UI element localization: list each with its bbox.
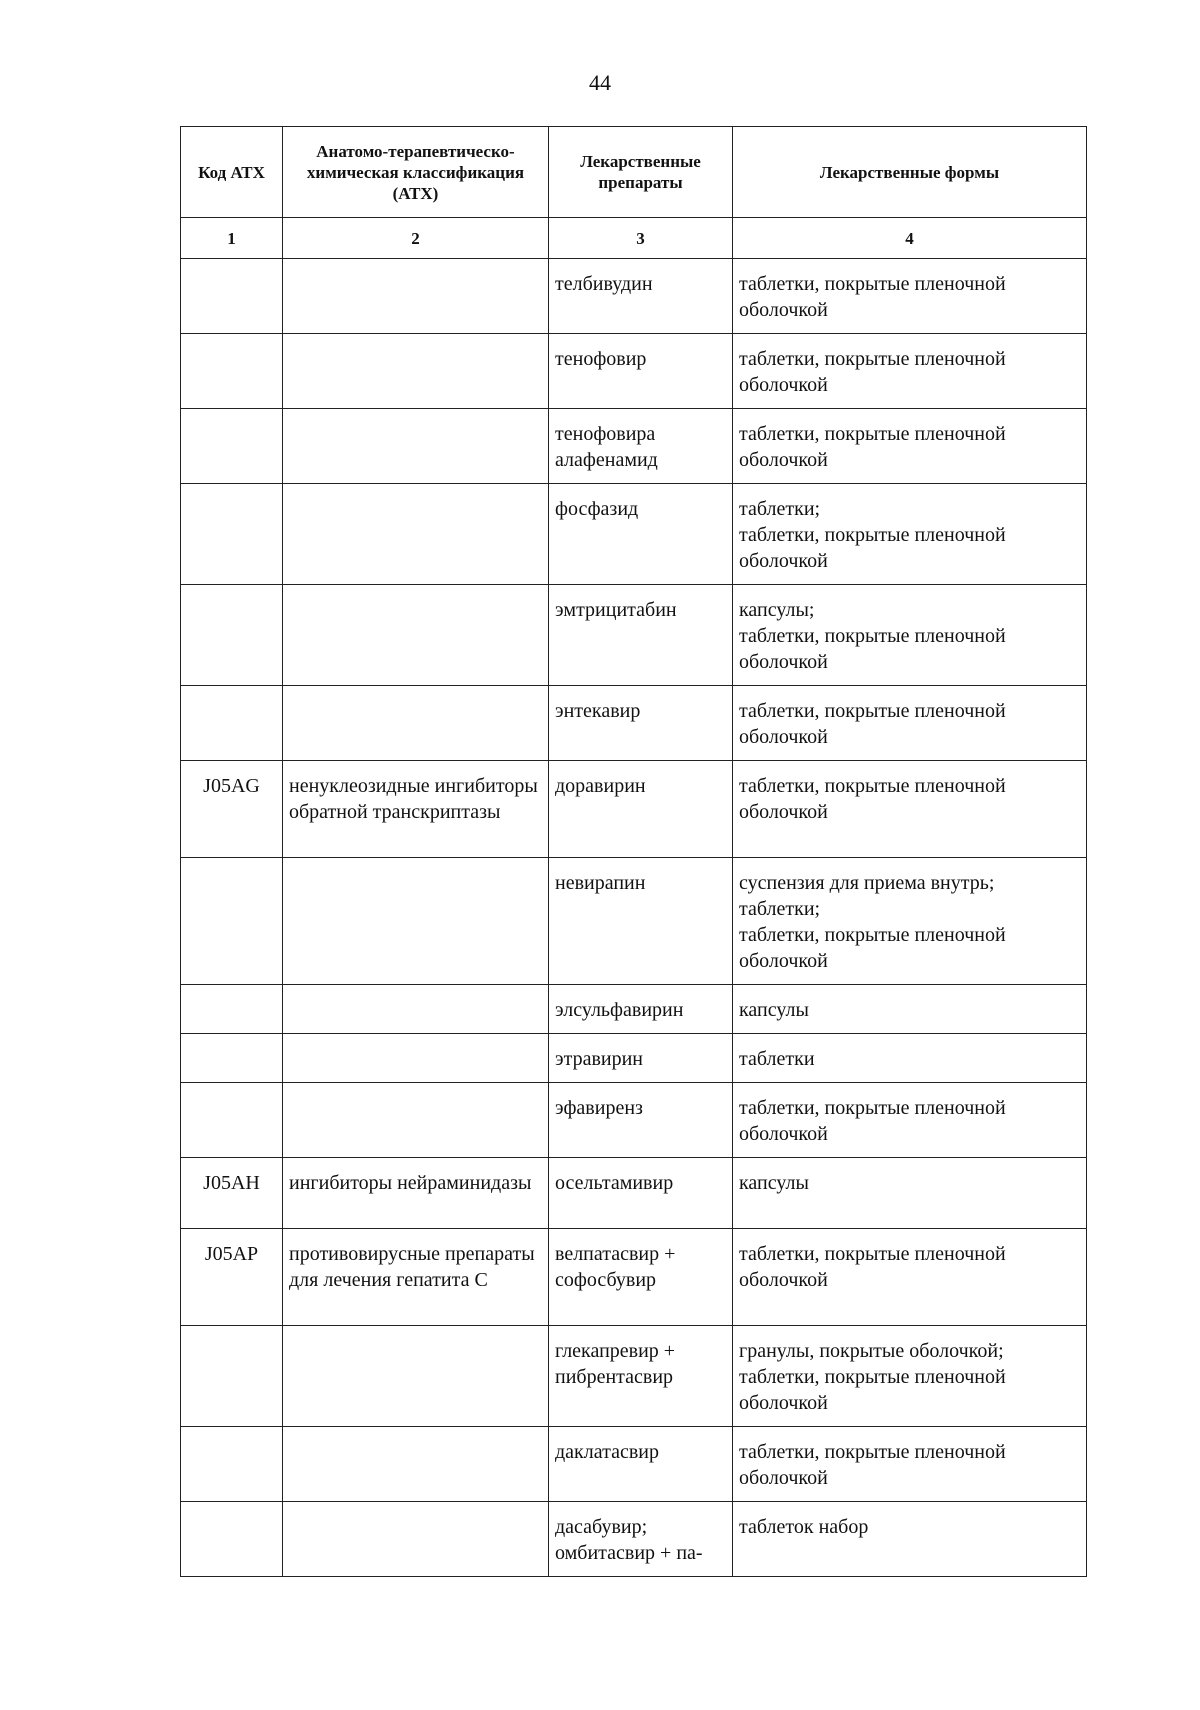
dosage-form: капсулы — [739, 1172, 809, 1194]
table-row — [181, 1083, 1087, 1158]
forms-cell — [733, 1158, 1087, 1229]
atc-code-cell — [181, 985, 283, 1034]
table-row — [181, 1229, 1087, 1326]
atc-class-cell — [283, 985, 549, 1034]
forms-cell — [733, 985, 1087, 1034]
atc-class-cell — [283, 1427, 549, 1502]
atc-drug-table — [180, 126, 1087, 1577]
table-row — [181, 585, 1087, 686]
atc-code-cell: J05AG — [181, 761, 283, 858]
forms-cell — [733, 1502, 1087, 1577]
drug-cell: невирапин — [549, 858, 733, 985]
forms-cell — [733, 334, 1087, 409]
table-row — [181, 1326, 1087, 1427]
atc-code-cell — [181, 1034, 283, 1083]
dosage-form: таблетки, покрытые пленочной оболочкой — [739, 423, 1006, 471]
forms-cell — [733, 1083, 1087, 1158]
drug-cell: фосфазид — [549, 484, 733, 585]
page-number: 44 — [589, 70, 611, 95]
atc-code-cell — [181, 585, 283, 686]
table-row — [181, 1034, 1087, 1083]
atc-class-cell — [283, 1326, 549, 1427]
table-row — [181, 334, 1087, 409]
forms-cell — [733, 1034, 1087, 1083]
atc-code-cell: J05AP — [181, 1229, 283, 1326]
drug-cell: велпатасвир + софосбувир — [549, 1229, 733, 1326]
atc-code-cell — [181, 1427, 283, 1502]
atc-class-cell: ненуклеозидные ингибиторы обратной транскриптазы — [283, 761, 549, 858]
forms-cell — [733, 1326, 1087, 1427]
dosage-form: таблетки, покрытые пленочной оболочкой — [739, 1366, 1006, 1414]
atc-code-cell — [181, 858, 283, 985]
table-row — [181, 409, 1087, 484]
dosage-form: капсулы; — [739, 599, 815, 621]
header-atc-classification: Анатомо-терапевтическо-химическая классификация (АТХ) — [283, 127, 549, 218]
atc-class-cell — [283, 686, 549, 761]
atc-code-cell — [181, 1083, 283, 1158]
drug-cell: осельтамивир — [549, 1158, 733, 1229]
atc-code-cell — [181, 259, 283, 334]
atc-class-cell — [283, 858, 549, 985]
column-number: 4 — [733, 218, 1087, 259]
atc-code-cell — [181, 409, 283, 484]
atc-class-cell — [283, 409, 549, 484]
forms-cell — [733, 409, 1087, 484]
forms-cell — [733, 761, 1087, 858]
drug-cell: эмтрицитабин — [549, 585, 733, 686]
table-row — [181, 1427, 1087, 1502]
atc-class-cell: противовирусные препараты для лечения гепатита С — [283, 1229, 549, 1326]
drug-cell: дасабувир; омбитасвир + па- — [549, 1502, 733, 1577]
header-dosage-forms: Лекарственные формы — [733, 127, 1087, 218]
dosage-form: таблетки; — [739, 898, 821, 920]
drug-cell: доравирин — [549, 761, 733, 858]
dosage-form: таблетки, покрытые пленочной оболочкой — [739, 348, 1006, 396]
dosage-form: таблетки, покрытые пленочной оболочкой — [739, 524, 1006, 572]
atc-code-cell — [181, 334, 283, 409]
column-number: 2 — [283, 218, 549, 259]
dosage-form: таблеток набор — [739, 1516, 869, 1538]
table-row — [181, 484, 1087, 585]
atc-class-cell — [283, 585, 549, 686]
dosage-form: таблетки, покрытые пленочной оболочкой — [739, 924, 1006, 972]
dosage-form: таблетки, покрытые пленочной оболочкой — [739, 1441, 1006, 1489]
atc-code-cell — [181, 1502, 283, 1577]
atc-class-cell — [283, 259, 549, 334]
dosage-form: таблетки, покрытые пленочной оболочкой — [739, 273, 1006, 321]
table-row — [181, 1158, 1087, 1229]
dosage-form: таблетки, покрытые пленочной оболочкой — [739, 1097, 1006, 1145]
forms-cell — [733, 585, 1087, 686]
forms-cell — [733, 484, 1087, 585]
dosage-form: таблетки, покрытые пленочной оболочкой — [739, 775, 1006, 823]
column-number: 1 — [181, 218, 283, 259]
dosage-form: гранулы, покрытые оболочкой; — [739, 1340, 1004, 1362]
header-atc-code: Код АТХ — [181, 127, 283, 218]
forms-cell — [733, 259, 1087, 334]
dosage-form: суспензия для приема внутрь; — [739, 872, 995, 894]
table-row — [181, 686, 1087, 761]
drug-cell: даклатасвир — [549, 1427, 733, 1502]
atc-class-cell — [283, 334, 549, 409]
dosage-form: таблетки; — [739, 498, 821, 520]
header-drugs: Лекарственные препараты — [549, 127, 733, 218]
forms-cell — [733, 1229, 1087, 1326]
atc-class-cell — [283, 484, 549, 585]
atc-code-cell — [181, 484, 283, 585]
table-row — [181, 259, 1087, 334]
forms-cell — [733, 858, 1087, 985]
drug-cell: тенофовир — [549, 334, 733, 409]
forms-cell — [733, 686, 1087, 761]
table-header-row — [181, 127, 1087, 218]
drug-cell: телбивудин — [549, 259, 733, 334]
drug-cell: энтекавир — [549, 686, 733, 761]
drug-cell: тенофовира алафенамид — [549, 409, 733, 484]
dosage-form: таблетки, покрытые пленочной оболочкой — [739, 1243, 1006, 1291]
atc-code-cell — [181, 686, 283, 761]
column-number: 3 — [549, 218, 733, 259]
atc-code-cell — [181, 1326, 283, 1427]
atc-class-cell — [283, 1083, 549, 1158]
column-number-row — [181, 218, 1087, 259]
atc-class-cell — [283, 1502, 549, 1577]
table-row — [181, 1502, 1087, 1577]
table-row — [181, 858, 1087, 985]
table-row — [181, 761, 1087, 858]
drug-cell: эфавиренз — [549, 1083, 733, 1158]
dosage-form: таблетки — [739, 1048, 815, 1070]
dosage-form: таблетки, покрытые пленочной оболочкой — [739, 625, 1006, 673]
table-row — [181, 985, 1087, 1034]
atc-code-cell: J05AH — [181, 1158, 283, 1229]
atc-class-cell: ингибиторы нейраминидазы — [283, 1158, 549, 1229]
dosage-form: капсулы — [739, 999, 809, 1021]
dosage-form: таблетки, покрытые пленочной оболочкой — [739, 700, 1006, 748]
drug-cell: глекапревир + пибрентасвир — [549, 1326, 733, 1427]
forms-cell — [733, 1427, 1087, 1502]
drug-cell: этравирин — [549, 1034, 733, 1083]
atc-class-cell — [283, 1034, 549, 1083]
drug-cell: элсульфавирин — [549, 985, 733, 1034]
